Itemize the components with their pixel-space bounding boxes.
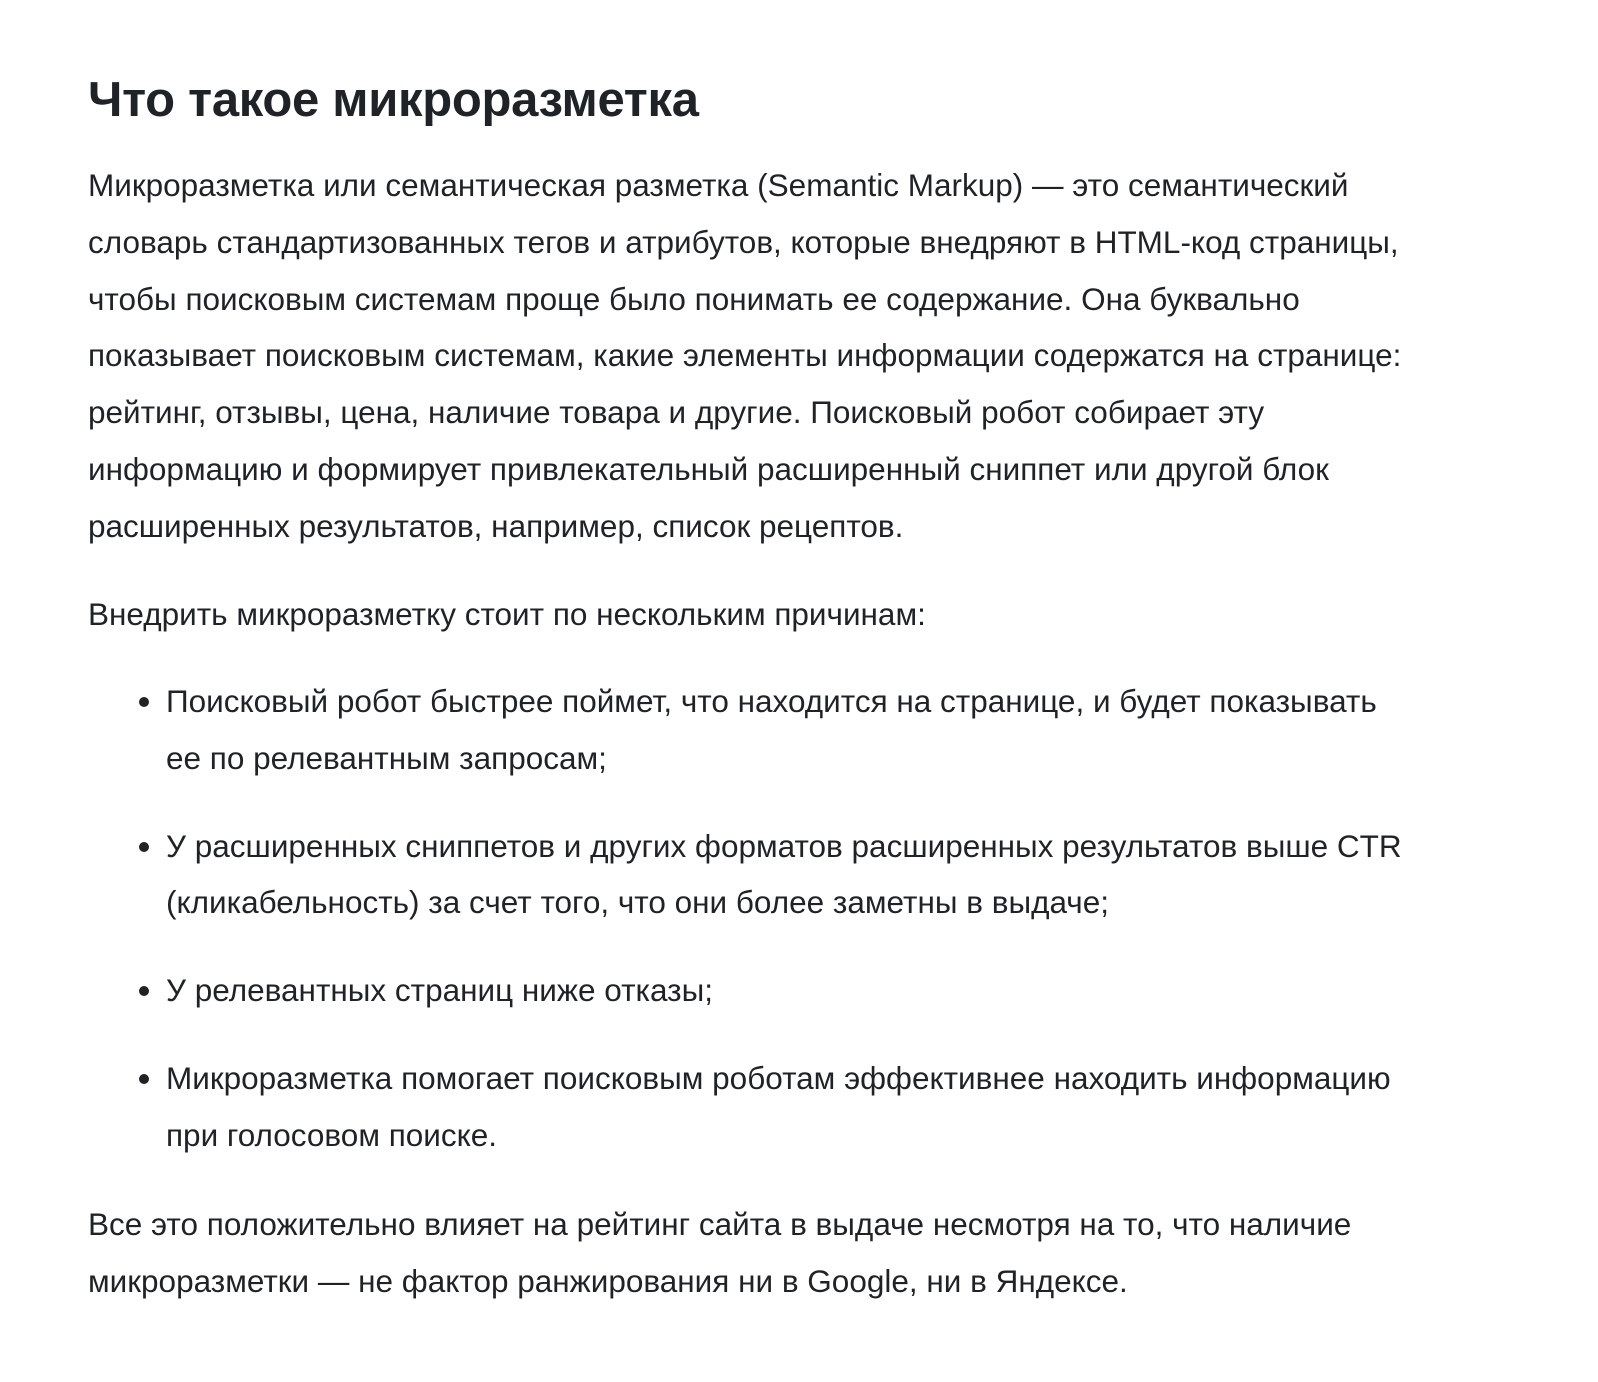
text-line: рейтинг, отзывы, цена, наличие товара и другие. Поисковый робот собирает эту: [88, 394, 1265, 431]
list-item: [88, 1050, 1506, 1164]
text-line: при голосовом поиске.: [166, 1116, 498, 1153]
bullet-icon: [139, 986, 149, 996]
list-item: [88, 962, 1506, 1019]
text-line: микроразметки — не фактор ранжирования ни в Google, ни в Яндексе.: [88, 1262, 1128, 1299]
intro-paragraph: [88, 157, 1518, 555]
text-line: словарь стандартизованных тегов и атрибутов, которые внедряют в HTML-код страницы,: [88, 223, 1399, 260]
list-item: [88, 818, 1506, 932]
bullet-icon: [139, 1074, 149, 1084]
text-line: У релевантных страниц ниже отказы;: [166, 972, 713, 1009]
bullet-icon: [139, 697, 149, 707]
text-line: показывает поисковым системам, какие элементы информации содержатся на странице:: [88, 337, 1402, 374]
text-line: Поисковый робот быстрее поймет, что находится на странице, и будет показывать: [166, 683, 1377, 719]
bullet-icon: [139, 842, 149, 852]
text-line: Микроразметка или семантическая разметка (Semantic Markup) — это семантический: [88, 167, 1349, 203]
text-line: расширенных результатов, например, список рецептов.: [88, 507, 904, 544]
reasons-intro-paragraph: [88, 586, 1518, 643]
text-line: (кликабельность) за счет того, что они более заметны в выдаче;: [166, 884, 1109, 921]
text-line: ее по релевантным запросам;: [166, 739, 607, 776]
section-heading: Что такое микроразметка: [88, 73, 699, 127]
list-item: [88, 673, 1506, 787]
text-line: Внедрить микроразметку стоит по нескольким причинам:: [88, 596, 926, 632]
reasons-list: [88, 673, 1528, 1195]
text-line: У расширенных сниппетов и других форматов расширенных результатов выше CTR: [166, 827, 1402, 864]
text-line: чтобы поисковым системам проще было понимать ее содержание. Она буквально: [88, 280, 1300, 317]
text-line: информацию и формирует привлекательный расширенный сниппет или другой блок: [88, 450, 1329, 487]
conclusion-paragraph: [88, 1196, 1518, 1310]
text-line: Все это положительно влияет на рейтинг сайта в выдаче несмотря на то, что наличие: [88, 1206, 1352, 1242]
text-line: Микроразметка помогает поисковым роботам эффективнее находить информацию: [166, 1059, 1391, 1096]
